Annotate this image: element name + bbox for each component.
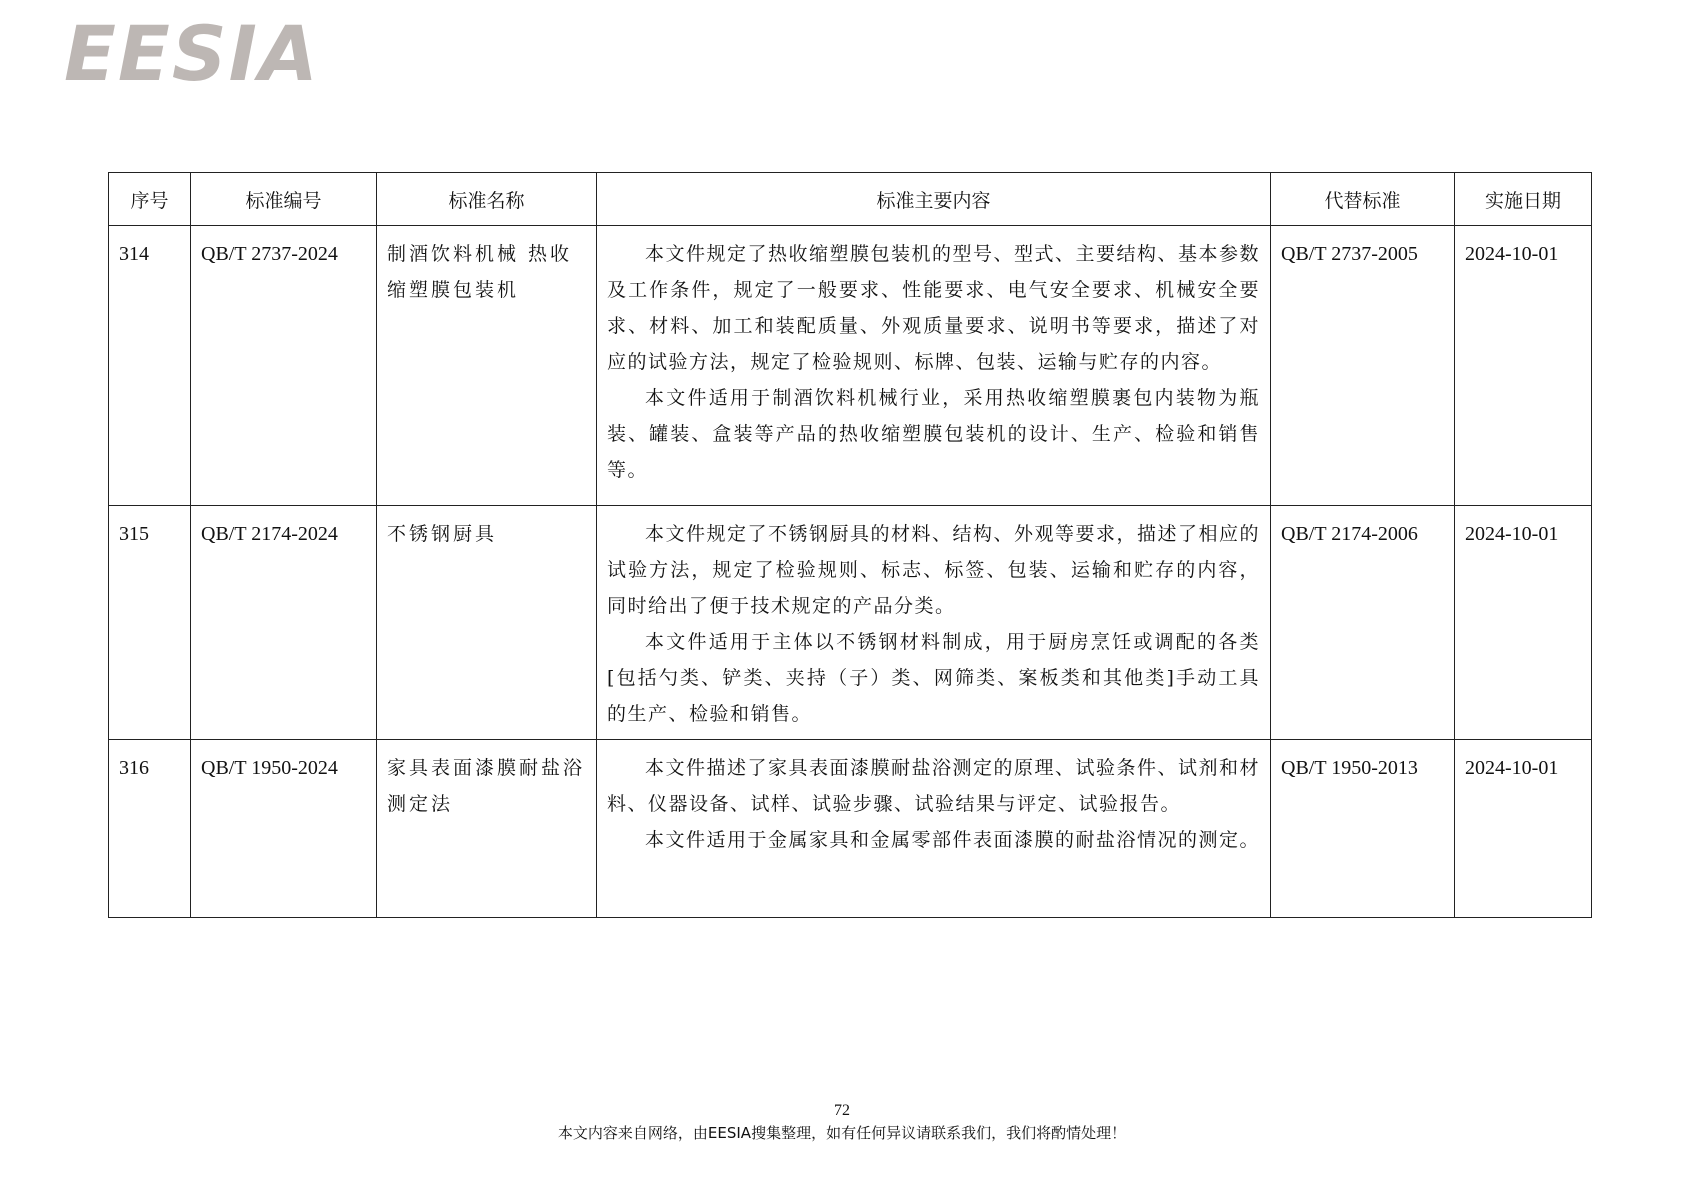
header-main-content: 标准主要内容 bbox=[597, 173, 1271, 226]
content-paragraph: 本文件适用于金属家具和金属零部件表面漆膜的耐盐浴情况的测定。 bbox=[645, 829, 1261, 851]
content-paragraph: 本文件描述了家具表面漆膜耐盐浴测定的原理、试验条件、试剂和材料、仪器设备、试样、试验步骤、试验结果与评定、试验报告。 bbox=[607, 757, 1261, 815]
effective-date-cell: 2024-10-01 bbox=[1455, 506, 1592, 740]
eesia-logo: EESIA bbox=[64, 9, 320, 98]
main-content-cell bbox=[597, 740, 1271, 918]
main-content-cell bbox=[597, 506, 1271, 740]
serial-no-cell: 315 bbox=[109, 506, 191, 740]
standard-code-cell: QB/T 2737-2024 bbox=[191, 226, 377, 506]
standard-name-cell: 制酒饮料机械 热收缩塑膜包装机 bbox=[377, 226, 597, 506]
table-row bbox=[109, 226, 1592, 506]
table-row bbox=[109, 740, 1592, 918]
header-replaced-standard: 代替标准 bbox=[1271, 173, 1455, 226]
serial-no-cell: 314 bbox=[109, 226, 191, 506]
header-standard-name: 标准名称 bbox=[377, 173, 597, 226]
content-paragraph: 本文件适用于制酒饮料机械行业，采用热收缩塑膜裹包内装物为瓶装、罐装、盒装等产品的热收缩塑膜包装机的设计、生产、检验和销售等。 bbox=[607, 387, 1260, 481]
standard-name-cell: 家具表面漆膜耐盐浴测定法 bbox=[377, 740, 597, 918]
standard-code-cell: QB/T 1950-2024 bbox=[191, 740, 377, 918]
header-standard-code: 标准编号 bbox=[191, 173, 377, 226]
replaced-standard-cell: QB/T 2737-2005 bbox=[1271, 226, 1455, 506]
serial-no-cell: 316 bbox=[109, 740, 191, 918]
table-row bbox=[109, 506, 1592, 740]
content-paragraph: 本文件适用于主体以不锈钢材料制成，用于厨房烹饪或调配的各类[包括勺类、铲类、夹持（子）类、网筛类、案板类和其他类]手动工具的生产、检验和销售。 bbox=[607, 631, 1260, 725]
table-header-row bbox=[109, 173, 1592, 226]
replaced-standard-cell: QB/T 2174-2006 bbox=[1271, 506, 1455, 740]
standard-code-cell: QB/T 2174-2024 bbox=[191, 506, 377, 740]
header-effective-date: 实施日期 bbox=[1455, 173, 1592, 226]
footer-disclaimer: 本文内容来自网络，由EESIA搜集整理，如有任何异议请联系我们，我们将酌情处理！ bbox=[557, 1124, 1127, 1142]
header-serial-no: 序号 bbox=[109, 173, 191, 226]
replaced-standard-cell: QB/T 1950-2013 bbox=[1271, 740, 1455, 918]
standard-name-cell: 不锈钢厨具 bbox=[377, 506, 597, 740]
main-content-cell bbox=[597, 226, 1271, 506]
content-paragraph: 本文件规定了热收缩塑膜包装机的型号、型式、主要结构、基本参数及工作条件，规定了一般要求、性能要求、电气安全要求、机械安全要求、材料、加工和装配质量、外观质量要求、说明书等要求，描述了对应的试验方法，规定了检验规则、标牌、包装、运输与贮存的内容。 bbox=[607, 243, 1261, 373]
effective-date-cell: 2024-10-01 bbox=[1455, 740, 1592, 918]
effective-date-cell: 2024-10-01 bbox=[1455, 226, 1592, 506]
page-number: 72 bbox=[834, 1102, 850, 1119]
standards-table bbox=[108, 172, 1592, 918]
content-paragraph: 本文件规定了不锈钢厨具的材料、结构、外观等要求，描述了相应的试验方法，规定了检验规则、标志、标签、包装、运输和贮存的内容，同时给出了便于技术规定的产品分类。 bbox=[607, 523, 1261, 617]
